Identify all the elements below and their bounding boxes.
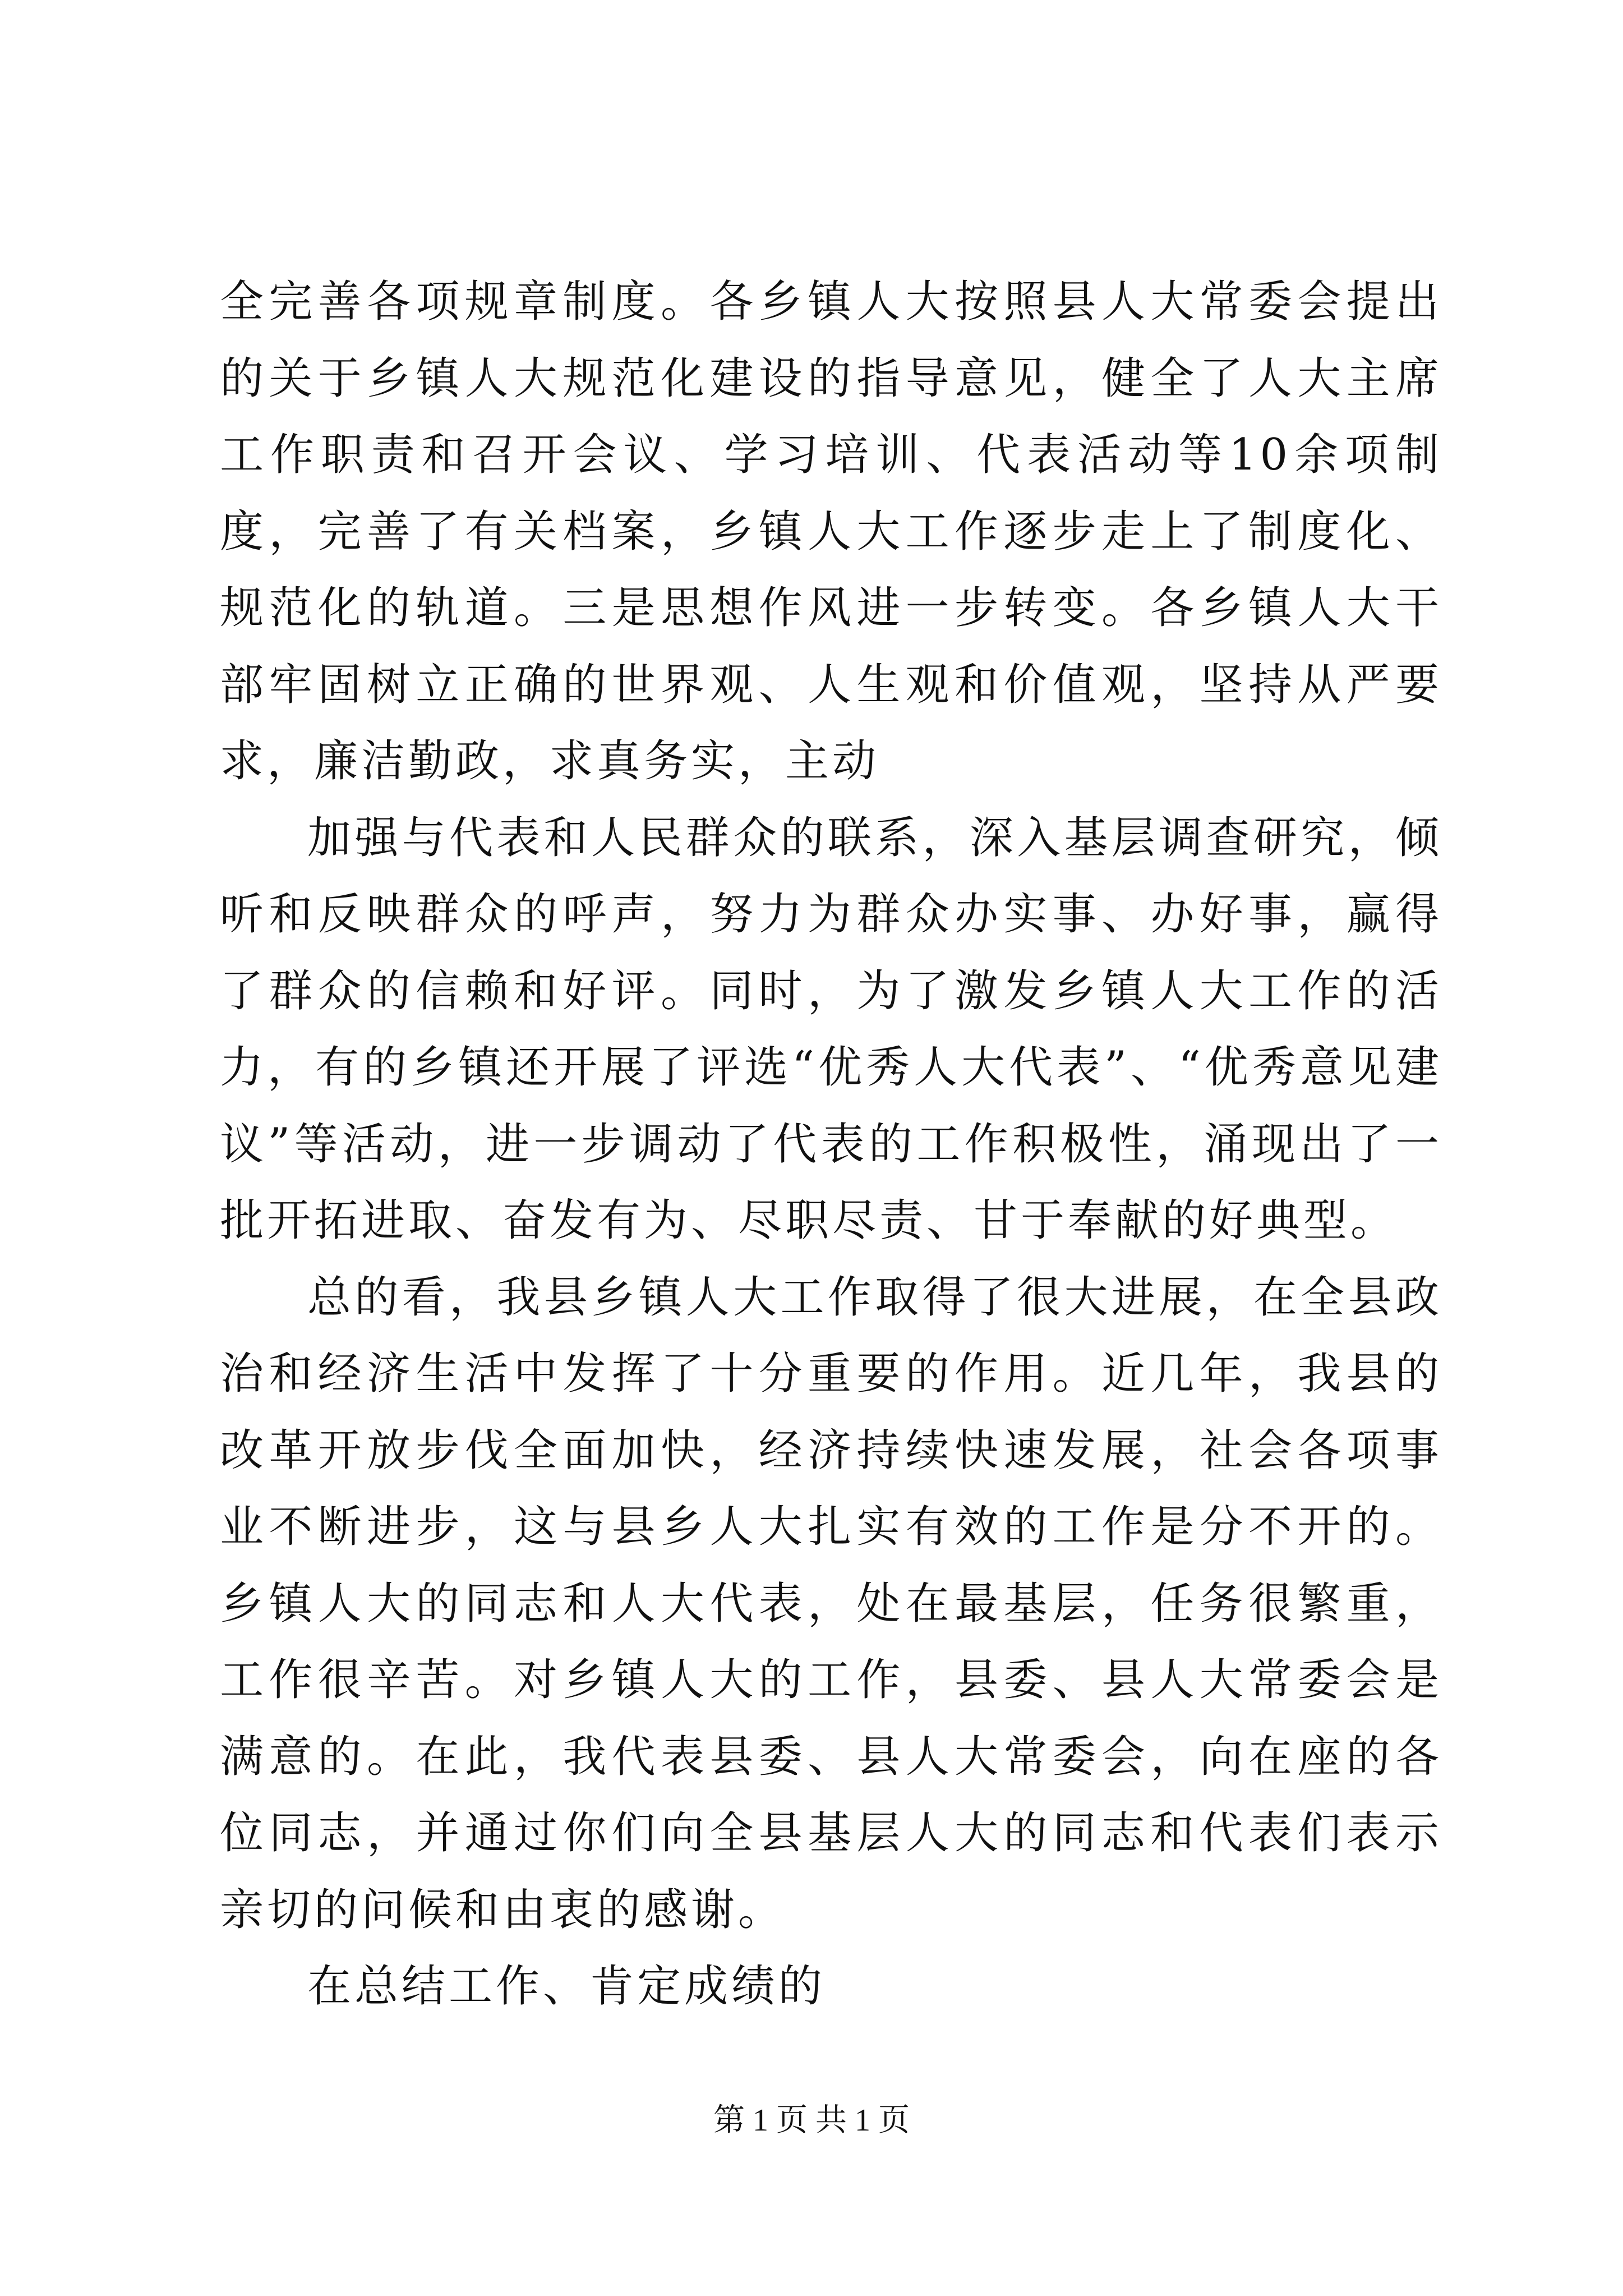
page-footer <box>0 2101 1623 2140</box>
paragraph-1: 全完善各项规章制度。各乡镇人大按照县人大常委会提出的关于乡镇人大规范化建设的指导意见，健全了人大主席工作职责和召开会议、学习培训、代表活动等10余项制度，完善了有关档案，乡镇人大工作逐步走上了制度化、规范化的轨道。三是思想作风进一步转变。各乡镇人大干部牢固树立正确的世界观、人生观和价值观，坚持从严要求，廉洁勤政，求真务实，主动 <box>220 277 1442 786</box>
document-body <box>220 264 1442 2025</box>
paragraph-4: 在总结工作、肯定成绩的 <box>307 1961 826 2012</box>
page-number-label: 第 1 页 共 1 页 <box>713 2103 910 2138</box>
paragraph-2: 加强与代表和人民群众的联系，深入基层调查研究，倾听和反映群众的呼声，努力为群众办实事、办好事，赢得了群众的信赖和好评。同时，为了激发乡镇人大工作的活力，有的乡镇还开展了评选“优秀人大代表”、“优秀意见建议”等活动，进一步调动了代表的工作积极性，涌现出了一批开拓进取、奋发有为、尽职尽责、甘于奉献的好典型。 <box>220 812 1442 1246</box>
paragraph-3: 总的看，我县乡镇人大工作取得了很大进展，在全县政治和经济生活中发挥了十分重要的作用。近几年，我县的改革开放步伐全面加快，经济持续快速发展，社会各项事业不断进步，这与县乡人大扎实有效的工作是分不开的。乡镇人大的同志和人大代表，处在最基层，任务很繁重，工作很辛苦。对乡镇人大的工作，县委、县人大常委会是满意的。在此，我代表县委、县人大常委会，向在座的各位同志，并通过你们向全县基层人大的同志和代表们表示亲切的问候和由衷的感谢。 <box>220 1272 1442 1935</box>
